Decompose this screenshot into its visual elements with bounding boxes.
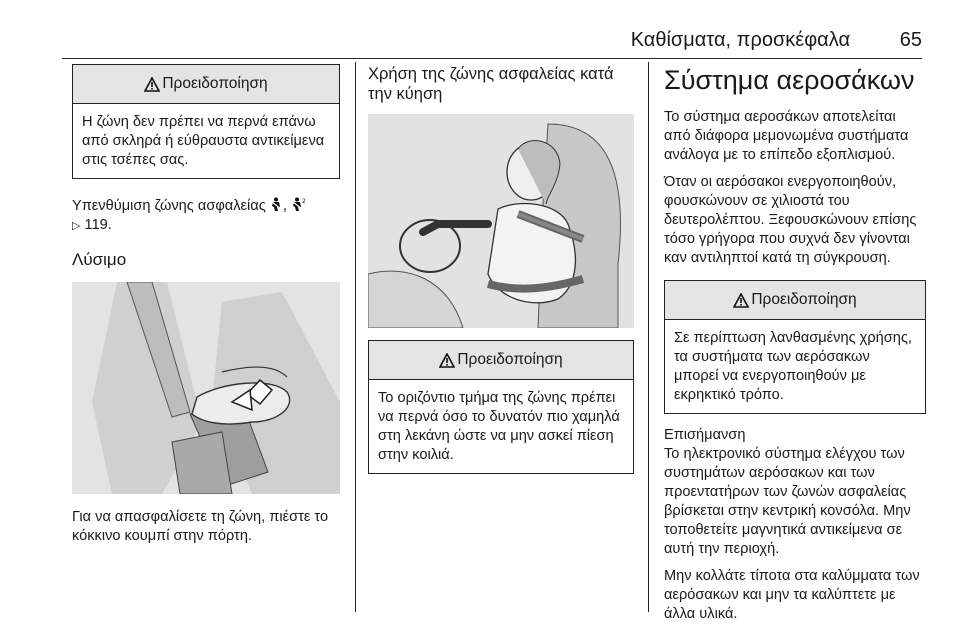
warning-text: Το οριζόντιο τμήμα της ζώνης πρέπει να περνά όσο το δυνατόν πιο χαμηλά στη λεκάνη ώστε να μην ασκεί πίεση στην κοιλιά. <box>378 390 620 463</box>
warning-box <box>368 340 634 474</box>
seatbelt-passenger-icon <box>291 197 308 212</box>
warning-header <box>665 281 925 320</box>
column-1 <box>72 64 340 546</box>
pregnancy-seatbelt-illustration <box>368 114 634 328</box>
buckle-illustration <box>72 282 340 494</box>
warning-triangle-icon <box>733 293 749 308</box>
column-3 <box>664 64 926 624</box>
warning-box <box>664 280 926 414</box>
warning-header <box>73 65 339 104</box>
warning-triangle-icon <box>439 353 455 368</box>
release-text: Για να απασφαλίσετε τη ζώνη, πιέστε το κόκκινο κουμπί στην πόρτη. <box>72 509 329 544</box>
column-divider <box>648 62 649 612</box>
airbag-paragraph-1: Το σύστημα αεροσάκων αποτελείται από διάφορα μεμονωμένα συστήματα ανάλογα με το επίπεδο εξοπλισμού. <box>664 109 909 163</box>
reminder-separator: , <box>282 198 287 214</box>
warning-header <box>369 341 633 380</box>
warning-box <box>72 64 340 179</box>
warning-text: Η ζώνη δεν πρέπει να περνά επάνω από σκληρά ή εύθραυστα αντικείμενα στις τσέπες σας. <box>82 114 325 168</box>
reminder-paragraph <box>72 197 340 236</box>
airbag-paragraph-2: Όταν οι αερόσακοι ενεργοποιηθούν, φουσκώνουν σε χιλιοστά του δευτερολέπτου. Ξεφουσκώνουν επίσης τόσο γρήγορα που συχνά δεν γίνονται καν αντιληπτοί κατά τη σύγκρουση. <box>664 174 917 266</box>
page-number: 65 <box>899 29 922 51</box>
section-heading-release: Λύσιμο <box>72 250 127 269</box>
airbag-paragraph-3: Μην κολλάτε τίποτα στα καλύμματα των αερόσακων και μην τα καλύπτετε με άλλα υλικά. <box>664 568 920 622</box>
warning-title: Προειδοποίηση <box>751 291 857 308</box>
column-divider <box>355 62 356 612</box>
warning-title: Προειδοποίηση <box>457 351 563 368</box>
reminder-text: Υπενθύμιση ζώνης ασφαλείας <box>72 198 266 214</box>
warning-text: Σε περίπτωση λανθασμένης χρήσης, τα συστήματα των αερόσακων μπορεί να ενεργοποιηθούν με εκρηκτικό τρόπο. <box>674 330 912 403</box>
page-header <box>62 24 922 59</box>
reference-arrow-icon: ▷ <box>72 220 81 232</box>
note-title: Επισήμανση <box>664 427 746 443</box>
svg-text:2: 2 <box>301 198 306 205</box>
reference-page[interactable]: 119. <box>84 217 112 233</box>
column-2 <box>368 64 634 474</box>
warning-triangle-icon <box>144 77 160 92</box>
warning-title: Προειδοποίηση <box>162 75 268 92</box>
header-title: Καθίσματα, προσκέφαλα <box>630 29 850 51</box>
note-text: Το ηλεκτρονικό σύστημα ελέγχου των συστημάτων αερόσακων και των προεντατήρων των ζωνών ασφαλείας βρίσκεται στην κεντρική κονσόλα. Μην τοποθετείτε μαγνητικά αντικείμενα σε αυτή την περιοχή. <box>664 446 911 557</box>
section-heading-pregnancy: Χρήση της ζώνης ασφαλείας κατά την κύηση <box>368 65 614 103</box>
seatbelt-icon <box>270 197 283 212</box>
section-heading-airbags: Σύστημα αεροσάκων <box>664 65 915 95</box>
